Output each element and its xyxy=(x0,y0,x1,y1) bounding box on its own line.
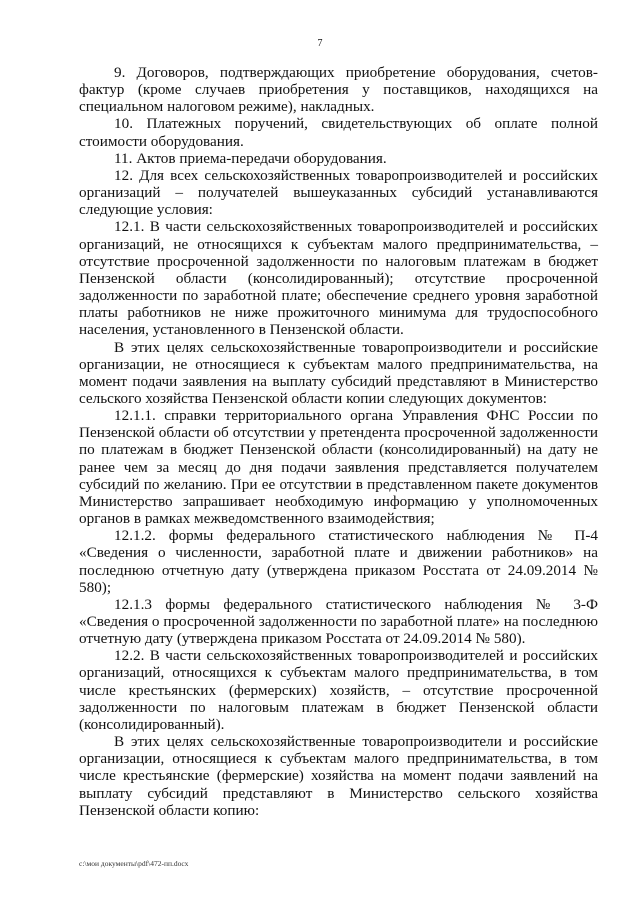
page-number: 7 xyxy=(317,38,323,49)
paragraph-purpose-12-2: В этих целях сельскохозяйственные товаропроизводители и российские организации, относящиеся к субъектам малого предпринимательства, в том числе крестьянские (фермерские) хозяйства на момент подачи заявлений на выплату субсидий представляют в Министерство сельского хозяйства Пензенской области копию: xyxy=(79,733,598,819)
paragraph-item-12-1-3: 12.1.3 формы федерального статистического наблюдения № 3-Ф «Сведения о просроченной задолженности по заработной плате» на последнюю отчетную дату (утверждена приказом Росстата от 24.09.2014 № 580). xyxy=(79,595,598,648)
paragraph-item-12-1: 12.1. В части сельскохозяйственных товаропроизводителей и российских организаций, не относящихся к субъектам малого предпринимательства, – отсутствие просроченной задолженности по налоговым платежам в бюджет Пензенской области (консолидированный); отсутствие просроченной задолженности по заработной плате; обеспечение среднего уровня заработной платы работников не ниже прожиточного минимума для трудоспособного населения, установленного в Пензенской области. xyxy=(79,218,598,339)
paragraph-item-12-1-2: 12.1.2. формы федерального статистического наблюдения № П-4 «Сведения о численности, заработной плате и движении работников» на последнюю отчетную дату (утверждена приказом Росстата от 24.09.2014 № 580); xyxy=(79,527,598,596)
paragraph-item-12-2: 12.2. В части сельскохозяйственных товаропроизводителей и российских организаций, относящихся к субъектам малого предпринимательства, в том числе крестьянских (фермерских) хозяйств, – отсутствие просроченной задолженности по налоговым платежам в бюджет Пензенской области (консолидированный). xyxy=(79,647,598,733)
paragraph-item-12: 12. Для всех сельскохозяйственных товаропроизводителей и российских организаций – получателей вышеуказанных субсидий устанавливаются следующие условия: xyxy=(79,166,598,219)
document-body xyxy=(79,64,598,819)
paragraph-item-11: 11. Актов приема-передачи оборудования. xyxy=(114,149,387,167)
paragraph-item-9: 9. Договоров, подтверждающих приобретение оборудования, счетов-фактур (кроме случаев приобретения у поставщиков, находящихся на специальном налоговом режиме), накладных. xyxy=(79,64,598,116)
paragraph-item-12-1-1: 12.1.1. справки территориального органа Управления ФНС России по Пензенской области об отсутствии у претендента просроченной задолженности по платежам в бюджет Пензенской области (консолидированный) на дату не ранее чем за месяц до дня подачи заявления представляется получателем субсидий по желанию. При ее отсутствии в представленном пакете документов Министерство запрашивает необходимую информацию у уполномоченных органов в рамках межведомственного взаимодействия; xyxy=(79,407,598,528)
paragraph-item-10: 10. Платежных поручений, свидетельствующих об оплате полной стоимости оборудования. xyxy=(79,115,598,150)
paragraph-purpose-12-1: В этих целях сельскохозяйственные товаропроизводители и российские организации, не относящиеся к субъектам малого предпринимательства, на момент подачи заявления на выплату субсидий представляют в Министерство сельского хозяйства Пензенской области копии следующих документов: xyxy=(79,338,598,407)
footer-file-path: c:\мои документы\pdf\472-пп.docx xyxy=(79,859,189,868)
